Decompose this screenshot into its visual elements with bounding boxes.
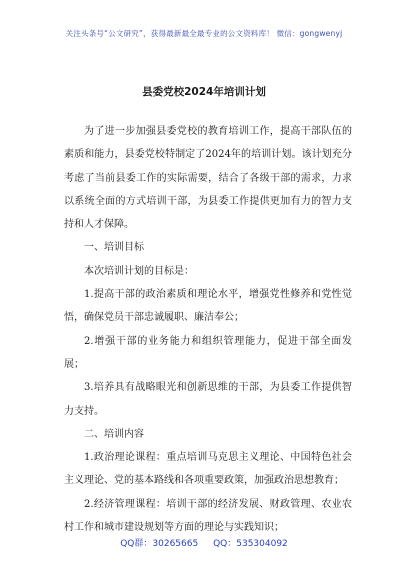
content-item-2: 2.经济管理课程：培训干部的经济发展、财政管理、农业农村工作和城市建设规划等方面的理论与实践知识； xyxy=(64,498,352,534)
goal-item-2: 2.增强干部的业务能力和组织管理能力，促进干部全面发展； xyxy=(64,335,352,370)
section-heading-goals: 一、培训目标 xyxy=(84,242,144,254)
paragraph-goals-lead: 本次培训计划的目标是： xyxy=(84,265,194,277)
section-heading-content: 二、培训内容 xyxy=(84,428,144,440)
footer-qq: QQ：535304092 xyxy=(213,539,288,549)
footer-contact xyxy=(0,536,408,549)
document-body xyxy=(64,120,352,539)
paragraph-intro: 为了进一步加强县委党校的教育培训工作，提高干部队伍的素质和能力，县委党校特制定了2024年的培训计划。该计划充分考虑了当前县委工作的实际需要，结合了各级干部的需求，力求以系统全面的方式培训干部，为县委工作提供更加有力的智力支持和人才保障。 xyxy=(64,126,352,231)
header-note: 关注头条号“公文研究”，获得最新最全最专业的公文资料库！ 微信：gongwenyj xyxy=(65,29,343,38)
goal-item-3: 3.培养具有战略眼光和创新思维的干部，为县委工作提供智力支持。 xyxy=(64,382,352,417)
footer-qq-group: QQ群：30265665 xyxy=(120,539,199,549)
content-item-1: 1.政治理论课程：重点培训马克思主义理论、中国特色社会主义理论、党的基本路线和各项重要政策，加强政治思想教育； xyxy=(64,452,352,487)
goal-item-1: 1.提高干部的政治素质和理论水平，增强党性修养和党性觉悟，确保党员干部忠诚履职、廉洁奉公； xyxy=(64,289,352,324)
document-title: 县委党校2024年培训计划 xyxy=(142,86,266,98)
